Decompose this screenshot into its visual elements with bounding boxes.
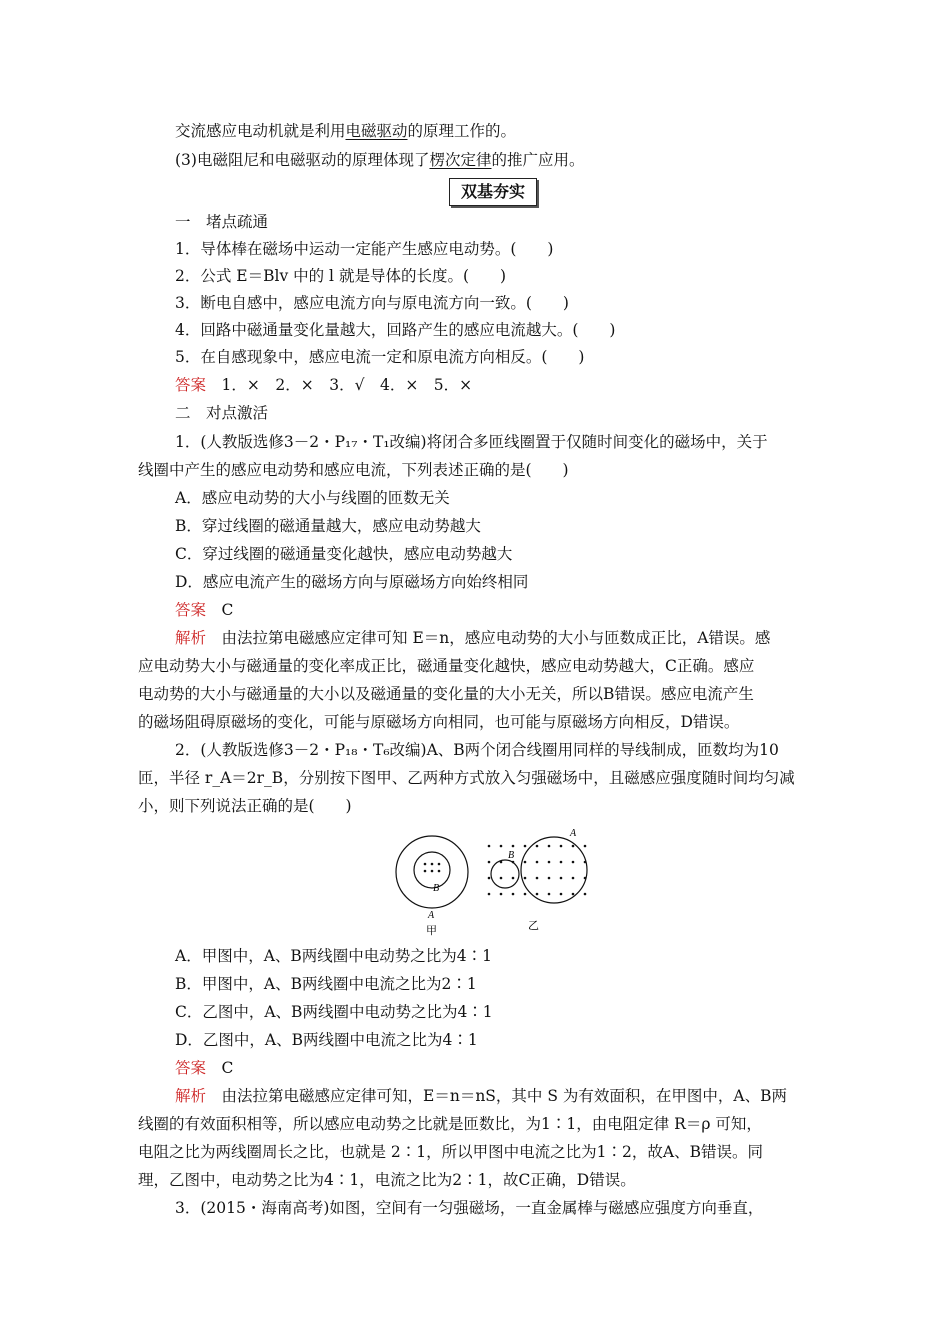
q1-option-b: B．穿过线圈的磁通量越大，感应电动势越大 xyxy=(175,517,481,535)
answer-label: 答案 xyxy=(175,1059,207,1077)
q2-answer: 答案 C xyxy=(175,1059,234,1077)
q2-option-d: D．乙图中，A、B两线圈中电流之比为4∶1 xyxy=(175,1031,478,1049)
q2-stem-line-2: 匝，半径 r_A＝2r_B，分别按下图甲、乙两种方式放入匀强磁场中，且磁感应强度随时间均匀减 xyxy=(138,769,795,787)
answer-label: 答案 xyxy=(175,601,207,619)
section-title: 双基夯实 xyxy=(449,178,537,206)
q2-stem-line-1: 2．(人教版选修3－2・P₁₈・T₆改编)A、B两个闭合线圈用同样的导线制成，匝数均为10 xyxy=(175,741,779,759)
q2-analysis-line-1: 解析 由法拉第电磁感应定律可知，E＝n＝nS，其中 S 为有效面积，在甲图中，A、B两 xyxy=(175,1087,787,1105)
q1-stem-line-2: 线圈中产生的感应电动势和感应电流，下列表述正确的是( ) xyxy=(138,461,569,479)
analysis-label: 解析 xyxy=(175,629,207,647)
coil-diagram xyxy=(380,822,610,940)
label-b: B xyxy=(508,850,515,861)
q3-stem-line-1: 3．(2015・海南高考)如图，空间有一匀强磁场，一直金属棒与磁感应强度方向垂直， xyxy=(175,1199,764,1217)
q2-option-b: B．甲图中，A、B两线圈中电流之比为2∶1 xyxy=(175,975,477,993)
q2-stem-line-3: 小，则下列说法正确的是( ) xyxy=(138,797,352,815)
coil-b-small xyxy=(491,860,519,888)
q1-option-a: A．感应电动势的大小与线圈的匝数无关 xyxy=(175,489,450,507)
label-a: A xyxy=(570,828,577,839)
analysis-label: 解析 xyxy=(175,1087,207,1105)
intro-line-2: (3)电磁阻尼和电磁驱动的原理体现了楞次定律的推广应用。 xyxy=(175,151,585,169)
coil-a-large xyxy=(521,837,587,903)
q1-option-d: D．感应电流产生的磁场方向与原磁场方向始终相同 xyxy=(175,573,529,591)
figure-yi xyxy=(488,828,587,932)
q1-analysis-line-4: 的磁场阻碍原磁场的变化，可能与原磁场方向相同，也可能与原磁场方向相反，D错误。 xyxy=(138,713,740,731)
q1-answer: 答案 C xyxy=(175,601,234,619)
caption-yi: 乙 xyxy=(528,920,539,932)
q1-analysis-line-3: 电动势的大小与磁通量的大小以及磁通量的变化量的大小无关，所以B错误。感应电流产生 xyxy=(138,685,754,703)
q2-option-c: C．乙图中，A、B两线圈中电动势之比为4∶1 xyxy=(175,1003,493,1021)
list-item: 1．导体棒在磁场中运动一定能产生感应电动势。( ) xyxy=(175,240,554,258)
q1-option-c: C．穿过线圈的磁通量变化越快，感应电动势越大 xyxy=(175,545,513,563)
underlined-term: 楞次定律 xyxy=(429,151,492,169)
q2-figure xyxy=(380,822,610,940)
q2-analysis-line-4: 理，乙图中，电动势之比为4∶1，电流之比为2∶1，故C正确，D错误。 xyxy=(138,1171,636,1189)
list-item: 4．回路中磁通量变化量越大，回路产生的感应电流越大。( ) xyxy=(175,321,616,339)
field-dots xyxy=(424,863,441,873)
caption-jia: 甲 xyxy=(426,925,437,937)
figure-jia xyxy=(396,836,468,937)
q2-analysis-line-2: 线圈的有效面积相等，所以感应电动势之比就是匝数比，为1∶1，由电阻定律 R＝ρ 可知， xyxy=(138,1115,762,1133)
q1-analysis-line-2: 应电动势大小与磁通量的变化率成正比，磁通量变化越快，感应电动势越大，C正确。感应 xyxy=(138,657,755,675)
list-item: 2．公式 E＝Blv 中的 l 就是导体的长度。( ) xyxy=(175,267,507,285)
q1-analysis-line-1: 解析 由法拉第电磁感应定律可知 E＝n，感应电动势的大小与匝数成正比，A错误。感 xyxy=(175,629,771,647)
q2-option-a: A．甲图中，A、B两线圈中电动势之比为4∶1 xyxy=(175,947,493,965)
label-a: A xyxy=(428,910,435,921)
list-item: 3．断电自感中，感应电流方向与原电流方向一致。( ) xyxy=(175,294,569,312)
part1-answer: 答案 1．× 2．× 3．√ 4．× 5．× xyxy=(175,376,473,394)
q1-stem-line-1: 1．(人教版选修3－2・P₁₇・T₁改编)将闭合多匝线圈置于仅随时间变化的磁场中，关于 xyxy=(175,433,768,451)
q2-analysis-line-3: 电阻之比为两线圈周长之比，也就是 2∶1，所以甲图中电流之比为1∶2，故A、B错误。同 xyxy=(138,1143,763,1161)
answer-label: 答案 xyxy=(175,376,207,394)
underlined-term: 电磁驱动 xyxy=(345,122,408,140)
label-b: B xyxy=(433,883,440,894)
part1-heading: 一 堵点疏通 xyxy=(175,213,269,231)
intro-line-1: 交流感应电动机就是利用电磁驱动的原理工作的。 xyxy=(175,122,517,140)
list-item: 5．在自感现象中，感应电流一定和原电流方向相反。( ) xyxy=(175,348,585,366)
part2-heading: 二 对点激活 xyxy=(175,404,269,422)
